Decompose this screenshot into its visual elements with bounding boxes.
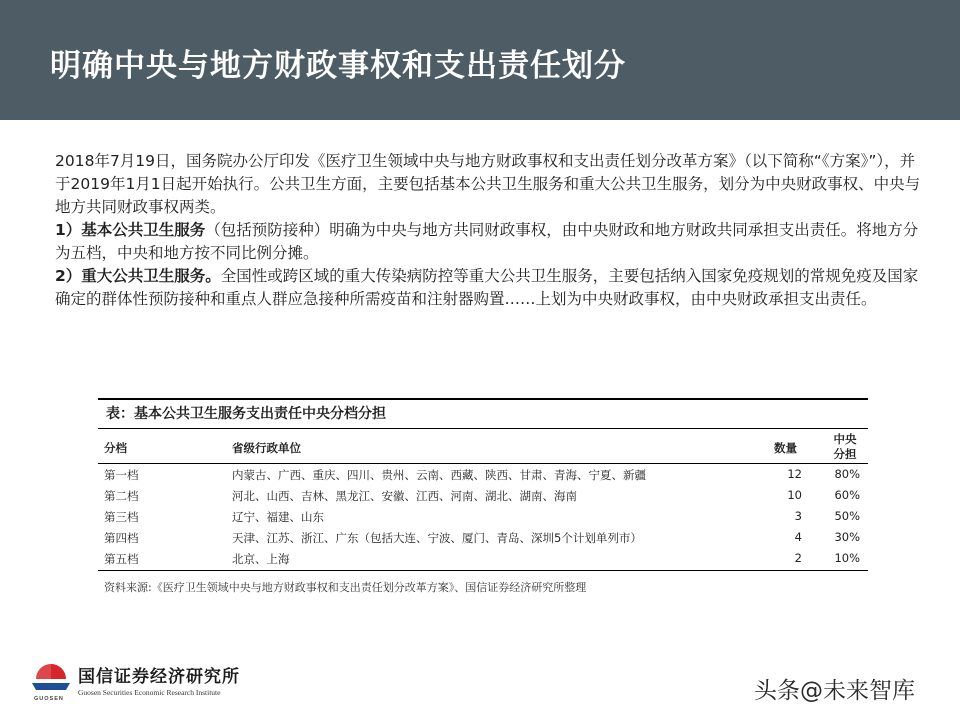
intro-paragraph: 2018年7月19日，国务院办公厅印发《医疗卫生领域中央与地方财政事权和支出责任划分改革方案》（以下简称“《方案》”），并于2019年1月1日起开始执行。公共卫生方面，主要包括基本公共卫生服务和重大公共卫生服务，划分为中央财政事权、中央与地方共同财政事权两类。 xyxy=(55,152,921,216)
cell-grade: 第一档 xyxy=(104,468,139,482)
header-share: 中央分担 xyxy=(833,432,857,461)
cell-grade: 第四档 xyxy=(104,531,139,545)
cell-grade: 第二档 xyxy=(104,489,139,503)
cell-provinces: 北京、上海 xyxy=(232,552,290,566)
cell-count: 2 xyxy=(794,551,802,565)
item-basic-service-heading: 1）基本公共卫生服务 xyxy=(55,221,206,239)
table-row xyxy=(98,485,868,506)
cell-share: 80% xyxy=(834,467,860,481)
cell-count: 12 xyxy=(787,467,802,481)
guosen-logo-icon xyxy=(30,662,72,696)
item-basic-service xyxy=(55,219,925,265)
cell-share: 10% xyxy=(834,551,860,565)
header-grade: 分档 xyxy=(104,441,127,455)
table-header xyxy=(98,428,868,464)
cell-share: 30% xyxy=(834,530,860,544)
item-major-service-heading: 2）重大公共卫生服务。 xyxy=(55,267,221,285)
cell-provinces: 辽宁、福建、山东 xyxy=(232,510,324,524)
body-text xyxy=(55,150,925,311)
table-title: 表：基本公共卫生服务支出责任中央分档分担 xyxy=(98,398,868,428)
header-provinces: 省级行政单位 xyxy=(232,441,301,455)
table-row xyxy=(98,464,868,485)
table-body xyxy=(98,464,868,569)
header-count: 数量 xyxy=(774,441,797,455)
cell-grade: 第三档 xyxy=(104,510,139,524)
cell-share: 50% xyxy=(834,509,860,523)
cell-provinces: 天津、江苏、浙江、广东（包括大连、宁波、厦门、青岛、深圳5个计划单列市） xyxy=(232,531,642,545)
cell-share: 60% xyxy=(834,488,860,502)
table-row xyxy=(98,527,868,548)
table-source: 资料来源:《医疗卫生领域中央与地方财政事权和支出责任划分改革方案》、国信证券经济研究所整理 xyxy=(104,581,587,594)
table-row xyxy=(98,548,868,569)
watermark: 头条@未来智库 xyxy=(754,678,915,704)
guosen-logo xyxy=(30,660,260,704)
item-major-service-text: 全国性或跨区域的重大传染病防控等重大公共卫生服务，主要包括纳入国家免疫规划的常规免疫及国家确定的群体性预防接种和重点人群应急接种所需疫苗和注射器购置……上划为中央财政事权，由中央财政承担支出责任。 xyxy=(55,267,919,308)
cell-provinces: 河北、山西、吉林、黑龙江、安徽、江西、河南、湖北、湖南、海南 xyxy=(232,489,577,503)
item-basic-service-text: （包括预防接种）明确为中央与地方共同财政事权，由中央财政和地方财政共同承担支出责任。将地方分为五档，中央和地方按不同比例分摊。 xyxy=(55,221,919,262)
item-major-service xyxy=(55,265,925,311)
cell-count: 3 xyxy=(794,509,802,523)
page-title: 明确中央与地方财政事权和支出责任划分 xyxy=(50,48,626,84)
logo-english-name: Guosen Securities Economic Research Institute xyxy=(78,688,221,697)
logo-chinese-name: 国信证券经济研究所 xyxy=(78,667,240,687)
title-banner xyxy=(0,0,960,120)
table-row xyxy=(98,506,868,527)
cell-provinces: 内蒙古、广西、重庆、四川、贵州、云南、西藏、陕西、甘肃、青海、宁夏、新疆 xyxy=(232,468,646,482)
cell-grade: 第五档 xyxy=(104,552,139,566)
cell-count: 4 xyxy=(794,530,802,544)
logo-brand-text: GUOSEN xyxy=(34,696,64,702)
cell-count: 10 xyxy=(787,488,802,502)
table-bottom-rule xyxy=(98,570,868,571)
